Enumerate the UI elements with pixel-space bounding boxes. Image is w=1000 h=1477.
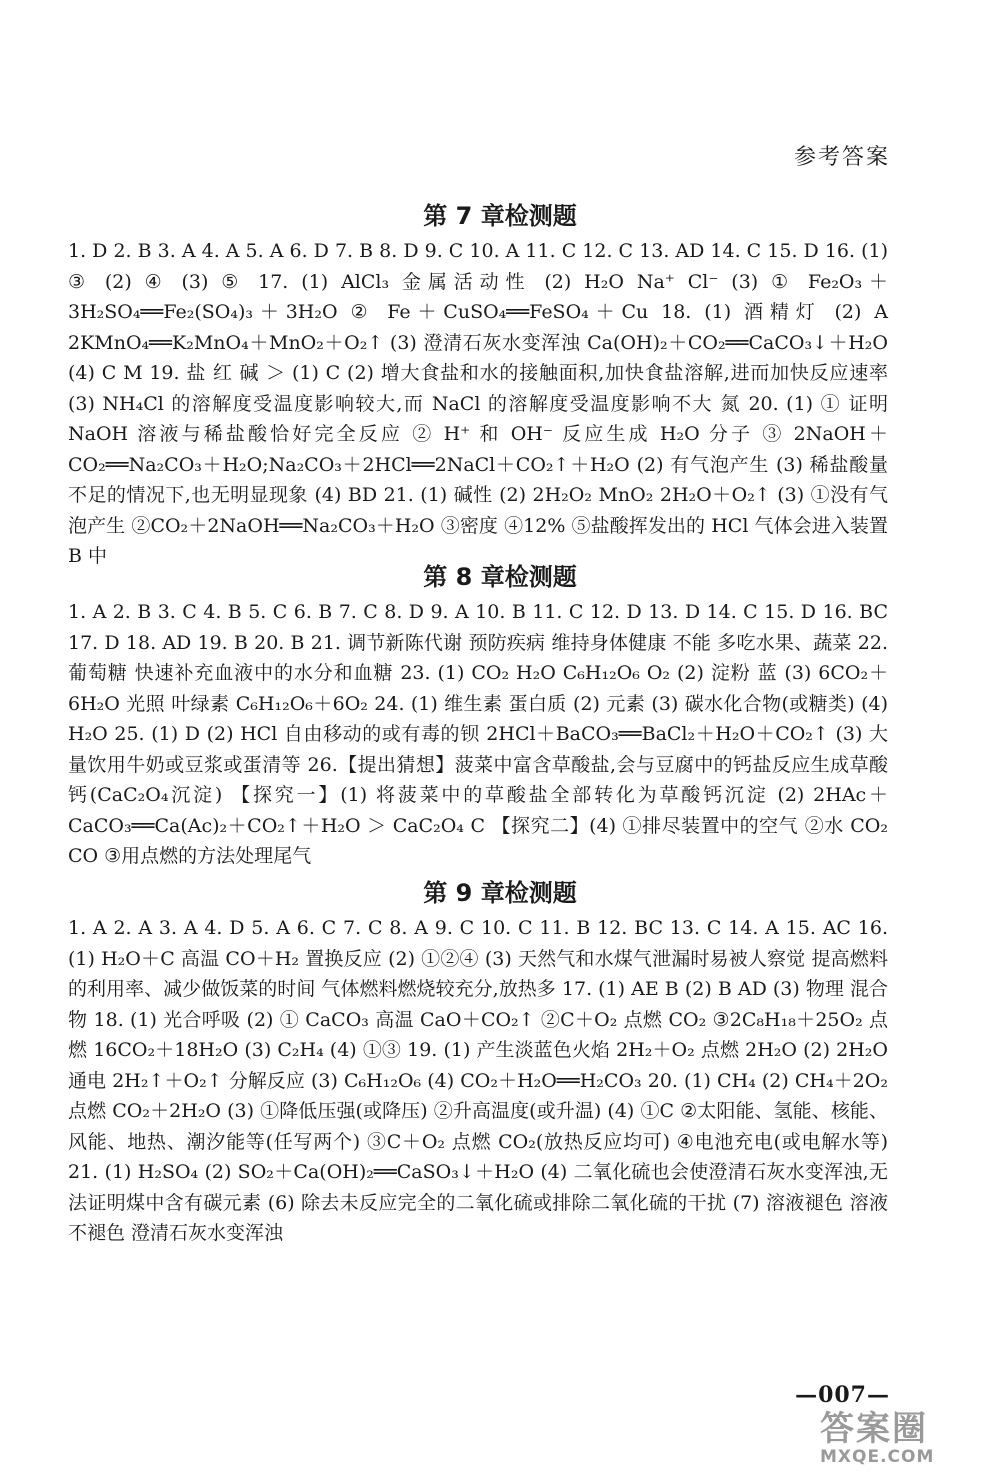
answers-ch9-text: 1. A 2. A 3. A 4. D 5. A 6. C 7. C 8. A 9. C 10. C 11. B 12. BC 13. C 14. A 15. AC 16. (1) H₂O＋C 高温 CO＋H₂ 置换反应 (2) ①②④ (3) 天然气和水煤气泄漏时易被人察觉 提高燃料的利用率、减少做饭菜的时间 气体燃料燃烧较充分,放热多 17. (1) AE B (2) B AD (3) 物理 混合物 18. (1) 光合呼吸 (2) ① CaCO₃ 高温 CaO＋CO₂↑ ②C＋O₂ 点燃 CO₂ ③2C₈H₁₈＋25O₂ 点燃 16CO₂＋18H₂O (3) C₂H₄ (4) ①③ 19. (1) 产生淡蓝色火焰 2H₂＋O₂ 点燃 2H₂O (2) 2H₂O 通电 2H₂↑＋O₂↑ 分解反应 (3) C₆H₁₂O₆ (4) CO₂＋H₂O══H₂CO₃ 20. (1) CH₄ (2) CH₄＋2O₂ 点燃 CO₂＋2H₂O (3) ①降低压强(或降压) ②升高温度(或升温) (4) ①C ②太阳能、氢能、核能、风能、地热、潮汐能等(任写两个) ③C＋O₂ 点燃 CO₂(放热反应均可) ④电池充电(或电解水等) 21. (1) H₂SO₄ (2) SO₂＋Ca(OH)₂══CaSO₃↓＋H₂O (4) 二氧化硫也会使澄清石灰水变浑浊,无法证明煤中含有碳元素 (6) 除去未反应完全的二氧化硫或排除二氧化硫的干扰 (7) 溶液褪色 溶液不褪色 澄清石灰水变浑浊 [68, 917, 888, 1244]
watermark-text: 答案圈 [820, 1409, 928, 1449]
watermark-logo [820, 1410, 990, 1470]
section-title-ch7: 第 7 章检测题 [423, 202, 577, 230]
answers-ch7 [68, 236, 888, 572]
answers-ch7-text: 1. D 2. B 3. A 4. A 5. A 6. D 7. B 8. D 9. C 10. A 11. C 12. C 13. AD 14. C 15. D 16. (1) ③ (2) ④ (3) ⑤ 17. (1) AlCl₃ 金属活动性 (2) H₂O Na⁺ Cl⁻ (3) ① Fe₂O₃＋3H₂SO₄══Fe₂(SO₄)₃＋3H₂O ② Fe＋CuSO₄══FeSO₄＋Cu 18. (1) 酒精灯 (2) A 2KMnO₄══K₂MnO₄＋MnO₂＋O₂↑ (3) 澄清石灰水变浑浊 Ca(OH)₂＋CO₂══CaCO₃↓＋H₂O (4) C M 19. 盐 红 碱 ＞ (1) C (2) 增大食盐和水的接触面积,加快食盐溶解,进而加快反应速率 (3) NH₄Cl 的溶解度受温度影响较大,而 NaCl 的溶解度受温度影响不大 氮 20. (1) ① 证明 NaOH 溶液与稀盐酸恰好完全反应 ② H⁺ 和 OH⁻ 反应生成 H₂O 分子 ③ 2NaOH＋CO₂══Na₂CO₃＋H₂O;Na₂CO₃＋2HCl══2NaCl＋CO₂↑＋H₂O (2) 有气泡产生 (3) 稀盐酸量不足的情况下,也无明显现象 (4) BD 21. (1) 碱性 (2) 2H₂O₂ MnO₂ 2H₂O＋O₂↑ (3) ①没有气泡产生 ②CO₂＋2NaOH══Na₂CO₃＋H₂O ③密度 ④12% ⑤盐酸挥发出的 HCl 气体会进入装置 B 中 [68, 240, 888, 567]
section-title-ch9: 第 9 章检测题 [423, 879, 577, 907]
answers-ch8-text: 1. A 2. B 3. C 4. B 5. C 6. B 7. C 8. D 9. A 10. B 11. C 12. D 13. D 14. C 15. D 16. BC 17. D 18. AD 19. B 20. B 21. 调节新陈代谢 预防疾病 维持身体健康 不能 多吃水果、蔬菜 22. 葡萄糖 快速补充血液中的水分和血糖 23. (1) CO₂ H₂O C₆H₁₂O₆ O₂ (2) 淀粉 蓝 (3) 6CO₂＋6H₂O 光照 叶绿素 C₆H₁₂O₆＋6O₂ 24. (1) 维生素 蛋白质 (2) 元素 (3) 碳水化合物(或糖类) (4) H₂O 25. (1) D (2) HCl 自由移动的或有毒的钡 2HCl＋BaCO₃══BaCl₂＋H₂O＋CO₂↑ (3) 大量饮用牛奶或豆浆或蛋清等 26.【提出猜想】菠菜中富含草酸盐,会与豆腐中的钙盐反应生成草酸钙(CaC₂O₄沉淀) 【探究一】(1) 将菠菜中的草酸盐全部转化为草酸钙沉淀 (2) 2HAc＋CaCO₃══Ca(Ac)₂＋CO₂↑＋H₂O ＞ CaC₂O₄ C 【探究二】(4) ①排尽装置中的空气 ②水 CO₂ CO ③用点燃的方法处理尾气 [68, 601, 888, 867]
answers-ch8 [68, 597, 888, 872]
answers-ch9 [68, 913, 888, 1249]
watermark-url: MXQE.COM [820, 1447, 935, 1467]
section-title-ch8: 第 8 章检测题 [423, 563, 577, 591]
page-number: —007— [795, 1382, 890, 1408]
running-header: 参考答案 [793, 145, 890, 170]
